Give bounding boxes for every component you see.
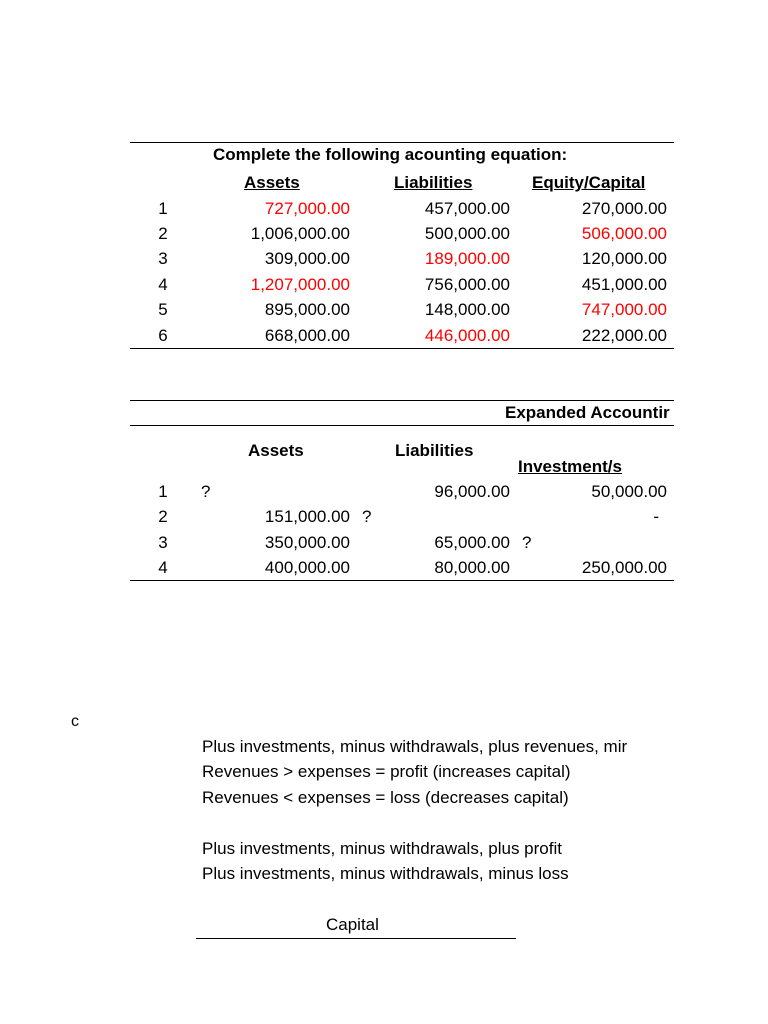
table1-equity-cell: 222,000.00: [581, 326, 667, 345]
capital-underline: [196, 938, 516, 939]
table2-header-investments: Investment/s: [518, 457, 622, 476]
table1-liabilities-cell: 500,000.00: [424, 224, 510, 243]
table2-investments-cell: -: [653, 507, 659, 526]
table2-header-liabilities: Liabilities: [395, 441, 474, 460]
table1-assets-cell: 1,207,000.00: [250, 275, 350, 294]
table2-question-mark: ?: [362, 507, 372, 526]
table2-assets-cell: 151,000.00: [264, 507, 350, 526]
table2-header-assets: Assets: [248, 441, 304, 460]
table2-title: Expanded Accountir: [505, 403, 670, 422]
table2-question-mark: ?: [201, 482, 211, 501]
table2-assets-cell: 400,000.00: [264, 558, 350, 577]
table2-liabilities-cell: 96,000.00: [434, 482, 510, 501]
note-line: Revenues < expenses = loss (decreases capital): [202, 788, 569, 807]
table2-investments-cell: 50,000.00: [591, 482, 667, 501]
table2-assets-cell: 350,000.00: [264, 533, 350, 552]
table1-top-border: [130, 142, 674, 143]
table1-assets-cell: 727,000.00: [264, 199, 350, 218]
table1-equity-cell: 451,000.00: [581, 275, 667, 294]
table1-title: Complete the following acounting equation:: [213, 145, 568, 164]
table1-header-assets: Assets: [244, 173, 300, 192]
table1-row-num: 2: [158, 224, 168, 243]
table1-liabilities-cell: 457,000.00: [424, 199, 510, 218]
table1-row-num: 4: [158, 275, 168, 294]
table1-bottom-border: [130, 348, 674, 349]
note-line: Plus investments, minus withdrawals, plus profit: [202, 839, 562, 858]
table1-header-equity: Equity/Capital: [532, 173, 646, 192]
table2-liabilities-cell: 80,000.00: [434, 558, 510, 577]
table2-question-mark: ?: [522, 533, 532, 552]
table1-assets-cell: 1,006,000.00: [250, 224, 350, 243]
table1-header-liabilities: Liabilities: [394, 173, 473, 192]
table2-header-border: [130, 425, 674, 426]
note-line: Revenues > expenses = profit (increases capital): [202, 762, 571, 781]
table1-row-num: 1: [158, 199, 168, 218]
table1-row-num: 3: [158, 249, 168, 268]
table1-row-num: 6: [158, 326, 168, 345]
capital-label: Capital: [326, 915, 379, 934]
note-line: Plus investments, minus withdrawals, minus loss: [202, 864, 569, 883]
table1-liabilities-cell: 756,000.00: [424, 275, 510, 294]
table1-equity-cell: 270,000.00: [581, 199, 667, 218]
table1-equity-cell: 747,000.00: [581, 300, 667, 319]
table1-assets-cell: 668,000.00: [264, 326, 350, 345]
table1-equity-cell: 506,000.00: [581, 224, 667, 243]
table1-equity-cell: 120,000.00: [581, 249, 667, 268]
table1-assets-cell: 309,000.00: [264, 249, 350, 268]
table2-bottom-border: [130, 580, 674, 581]
table1-liabilities-cell: 189,000.00: [424, 249, 510, 268]
table1-assets-cell: 895,000.00: [264, 300, 350, 319]
table2-investments-cell: 250,000.00: [581, 558, 667, 577]
table1-row-num: 5: [158, 300, 168, 319]
table2-row-num: 3: [158, 533, 168, 552]
table2-row-num: 1: [158, 482, 168, 501]
note-line: Plus investments, minus withdrawals, plus revenues, mir: [202, 737, 628, 756]
cell-marker: c: [71, 713, 79, 730]
table2-row-num: 4: [158, 558, 168, 577]
table2-liabilities-cell: 65,000.00: [434, 533, 510, 552]
table1-liabilities-cell: 148,000.00: [424, 300, 510, 319]
table1-liabilities-cell: 446,000.00: [424, 326, 510, 345]
table2-top-border: [130, 400, 674, 401]
table2-row-num: 2: [158, 507, 168, 526]
